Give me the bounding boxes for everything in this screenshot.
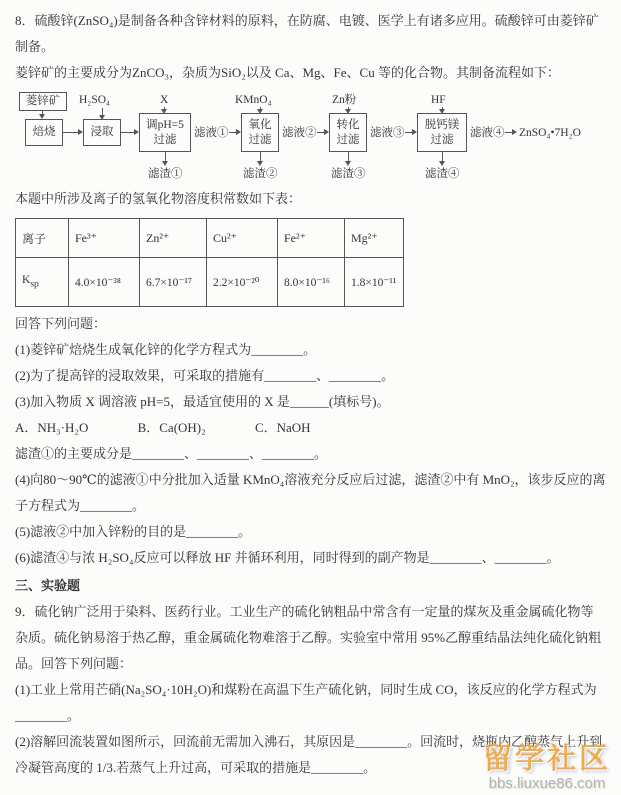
q9-sub2: (2)溶解回流装置如图所示，回流前无需加入沸石，其原因是________。回流时，烧瓶内乙醇蒸气上升到冷凝管高度的 1/3.若蒸气上升过高，可采取的措施是________。	[15, 734, 603, 775]
ksp-table	[15, 218, 404, 307]
arrow-down-icon	[442, 152, 443, 161]
arrow-right-icon	[121, 132, 134, 133]
arrow-down-icon	[165, 152, 166, 161]
q8-sub3-options	[15, 415, 606, 441]
option-c: C．NaOH	[254, 420, 311, 435]
flow-box-leach-label: 浸取	[90, 126, 114, 139]
flow-residue-1: 滤渣①	[148, 168, 183, 180]
q8-intro: 8．硫酸锌(ZnSO₄)是制备各种含锌材料的原料，在防腐、电镀、医学上有诸多应用。硫酸锌可由菱锌矿制备。	[15, 13, 599, 54]
flow-input-h2so4: H₂SO₄	[79, 94, 111, 106]
q9-intro: 9．硫化钠广泛用于染料、医药行业。工业生产的硫化钠粗品中常含有一定量的煤灰及重金属硫化物等杂质。硫化钠易溶于热乙醇，重金属硫化物难溶于乙醇。实验室中常用 95%乙醇重结晶法纯化硫化钠粗品。回答下列问题：	[15, 604, 602, 671]
ion-cell: Fe³⁺	[69, 219, 140, 258]
flow-box-roast	[25, 119, 63, 146]
arrow-right-icon	[505, 132, 512, 133]
arrow-right-icon	[405, 132, 412, 133]
flow-box-decalcify-line1: 脱钙镁	[424, 119, 460, 132]
flow-box-decalcify-line2: 过滤	[430, 133, 454, 146]
ksp-header-cell	[16, 258, 69, 307]
flow-residue-4: 滤渣④	[425, 168, 460, 180]
flow-box-oxidize	[241, 113, 279, 152]
watermark	[483, 743, 611, 792]
ion-header-cell: 离子	[16, 219, 69, 258]
q8-sub6: (6)滤渣④与浓 H₂SO₄反应可以释放 HF 并循环利用，同时得到的副产物是________、________。	[15, 550, 560, 565]
arrow-right-icon	[317, 132, 324, 133]
ksp-value-cell: 1.8×10⁻¹¹	[345, 258, 404, 307]
option-a: A．NH₃·H₂O	[15, 420, 89, 435]
flow-box-convert	[329, 113, 367, 152]
answer-prompt: 回答下列问题：	[15, 316, 107, 331]
arrow-down-icon	[442, 107, 443, 109]
flow-input-kmno4: KMnO₄	[235, 94, 272, 106]
arrow-down-icon	[164, 107, 165, 109]
ion-cell: Mg²⁺	[345, 219, 404, 258]
flow-box-ore	[19, 92, 67, 111]
flow-box-ore-label: 菱锌矿	[25, 95, 61, 108]
flow-box-adjust-ph	[139, 113, 191, 152]
table-row-ions	[16, 219, 404, 258]
arrow-down-icon	[260, 152, 261, 161]
flow-box-convert-line1: 转化	[336, 119, 360, 132]
flow-box-adjust-ph-line1: 调pH=5	[146, 119, 184, 132]
q8-sub1: (1)菱锌矿焙烧生成氧化锌的化学方程式为________。	[15, 342, 317, 357]
flow-box-oxidize-line1: 氧化	[248, 119, 272, 132]
q8-composition: 菱锌矿的主要成分为ZnCO₃，杂质为SiO₂以及 Ca、Mg、Fe、Cu 等的化合物。其制备流程如下：	[15, 65, 560, 80]
flow-box-decalcify	[417, 113, 467, 152]
ksp-label: K	[22, 274, 31, 287]
flow-input-x: X	[160, 94, 169, 106]
q8-sub2: (2)为了提高锌的浸取效果，可采取的措施有________、________。	[15, 368, 395, 383]
watermark-url: bbs.liuxue86.com	[488, 775, 606, 792]
section-title: 三、实验题	[15, 578, 81, 593]
q8-sub3b: 滤渣①的主要成分是________、________、________。	[15, 446, 328, 461]
flow-box-leach	[83, 119, 121, 146]
flow-filtrate-2: 滤液②	[282, 127, 317, 139]
q9-sub1: (1)工业上常用芒硝(Na₂SO₄·10H₂O)和煤粉在高温下生产硫化钠，同时生成 CO，该反应的化学方程式为________。	[15, 682, 597, 723]
flow-box-oxidize-line2: 过滤	[248, 133, 272, 146]
flow-box-convert-line2: 过滤	[336, 133, 360, 146]
process-flow-diagram	[17, 92, 606, 182]
ksp-label-subscript: sp	[30, 278, 39, 290]
arrow-down-icon	[42, 111, 43, 114]
arrow-right-icon	[63, 132, 78, 133]
q8-sub3: (3)加入物质 X 调溶液 pH=5，最适宜使用的 X 是______(填标号)。	[15, 394, 390, 409]
ksp-value-cell: 6.7×10⁻¹⁷	[140, 258, 207, 307]
flow-residue-2: 滤渣②	[243, 168, 278, 180]
flow-residue-3: 滤渣③	[331, 168, 366, 180]
arrow-down-icon	[348, 152, 349, 161]
arrow-down-icon	[102, 108, 103, 115]
flow-filtrate-3: 滤液③	[370, 127, 405, 139]
ion-cell: Cu²⁺	[207, 219, 278, 258]
flow-input-zn: Zn粉	[332, 94, 357, 106]
arrow-down-icon	[348, 107, 349, 109]
ksp-value-cell: 8.0×10⁻¹⁶	[278, 258, 345, 307]
flow-filtrate-1: 滤液①	[194, 127, 229, 139]
flow-box-adjust-ph-line2: 过滤	[153, 133, 177, 146]
ion-cell: Fe²⁺	[278, 219, 345, 258]
watermark-title: 留学社区	[482, 743, 611, 775]
arrow-right-icon	[229, 132, 236, 133]
flow-product: ZnSO₄•7H₂O	[519, 127, 581, 139]
table-row-ksp	[16, 258, 404, 307]
flow-box-roast-label: 焙烧	[32, 126, 56, 139]
q8-sub5: (5)滤液②中加入锌粉的目的是________。	[15, 524, 252, 539]
ksp-value-cell: 4.0×10⁻³⁸	[69, 258, 140, 307]
ion-cell: Zn²⁺	[140, 219, 207, 258]
flow-filtrate-4: 滤液④	[470, 127, 505, 139]
arrow-down-icon	[260, 107, 261, 109]
q8-sub4: (4)向80～90℃的滤液①中分批加入适量 KMnO₄溶液充分反应后过滤，滤渣②中有 MnO₂，该步反应的离子方程式为________。	[15, 472, 606, 513]
flow-input-hf: HF	[431, 94, 446, 106]
ksp-table-note: 本题中所涉及离子的氢氧化物溶度积常数如下表：	[15, 191, 302, 206]
ksp-value-cell: 2.2×10⁻²⁰	[207, 258, 278, 307]
option-b: B．Ca(OH)₂	[137, 420, 206, 435]
